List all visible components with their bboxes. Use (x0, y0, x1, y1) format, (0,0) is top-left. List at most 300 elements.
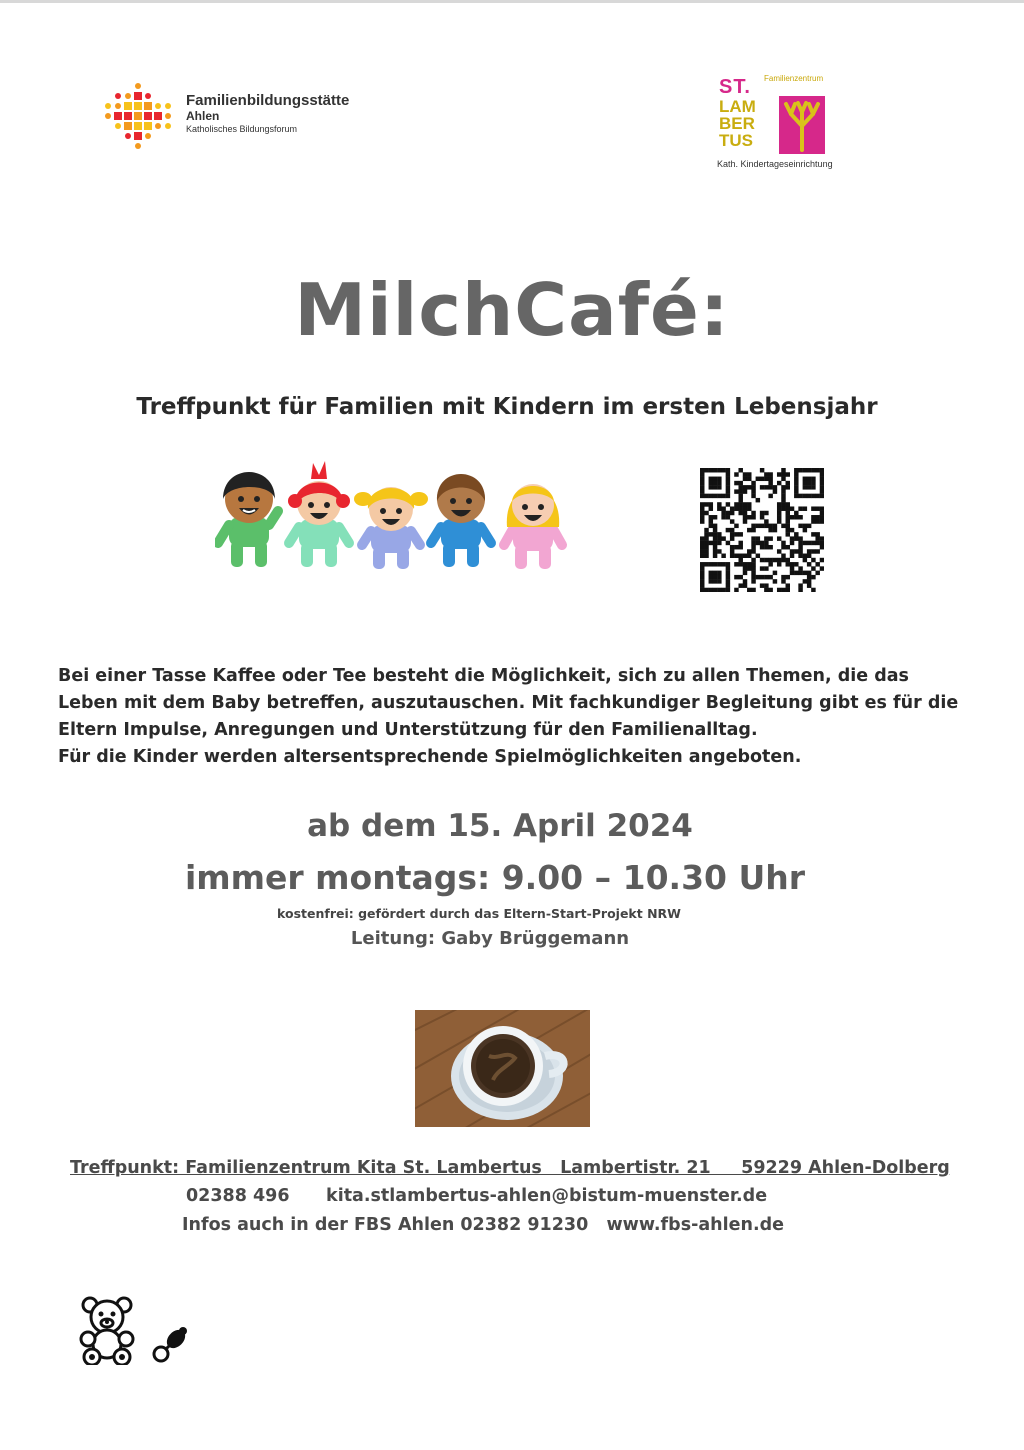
qr-cell (781, 545, 785, 549)
qr-cell (743, 485, 747, 489)
qr-cell (738, 485, 742, 489)
qr-cell (738, 583, 742, 587)
page-edge (0, 0, 1024, 3)
qr-cell (790, 554, 794, 558)
qr-cell (756, 498, 760, 502)
fbs-logo-dot (124, 122, 132, 130)
fbs-logo-dot (115, 93, 121, 99)
qr-cell (747, 515, 751, 519)
qr-cell (751, 541, 755, 545)
qr-finder-cell (726, 562, 730, 566)
qr-finder-cell (709, 477, 713, 481)
qr-cell (743, 554, 747, 558)
qr-finder-cell (717, 562, 721, 566)
qr-cell (790, 562, 794, 566)
qr-cell (713, 549, 717, 553)
qr-cell (751, 489, 755, 493)
fbs-logo-dot (135, 83, 141, 89)
qr-finder-cell (700, 575, 704, 579)
qr-finder-cell (726, 571, 730, 575)
qr-cell (803, 528, 807, 532)
stl-name-line: TUS (719, 131, 753, 150)
fbs-logo-dot (134, 92, 142, 100)
qr-cell (709, 502, 713, 506)
qr-cell (760, 583, 764, 587)
qr-cell (764, 524, 768, 528)
qr-cell (777, 472, 781, 476)
fbs-logo-dot (134, 102, 142, 110)
qr-cell (777, 481, 781, 485)
qr-cell (747, 472, 751, 476)
qr-cell (815, 515, 819, 519)
qr-finder-cell (700, 562, 704, 566)
fbs-logo-dot (145, 93, 151, 99)
qr-cell (786, 519, 790, 523)
qr-cell (738, 506, 742, 510)
fbs-logo-dot (125, 93, 131, 99)
qr-cell (773, 558, 777, 562)
qr-cell (781, 579, 785, 583)
qr-cell (815, 562, 819, 566)
qr-cell (747, 562, 751, 566)
qr-cell (764, 583, 768, 587)
qr-cell (798, 549, 802, 553)
qr-finder-cell (700, 588, 704, 592)
fbs-logo-dot (145, 133, 151, 139)
qr-finder-cell (807, 468, 811, 472)
qr-cell (751, 481, 755, 485)
qr-cell (815, 532, 819, 536)
qr-finder-cell (820, 468, 824, 472)
qr-cell (734, 545, 738, 549)
qr-cell (751, 524, 755, 528)
qr-cell (786, 524, 790, 528)
qr-finder-cell (811, 477, 815, 481)
qr-finder-cell (726, 494, 730, 498)
qr-cell (764, 536, 768, 540)
qr-cell (717, 506, 721, 510)
qr-cell (768, 481, 772, 485)
qr-cell (773, 524, 777, 528)
qr-cell (781, 468, 785, 472)
fbs-dot-logo-icon (100, 80, 180, 160)
qr-cell (709, 532, 713, 536)
qr-cell (760, 515, 764, 519)
qr-cell (760, 558, 764, 562)
qr-cell (700, 541, 704, 545)
qr-cell (807, 541, 811, 545)
coffee-cup-photo-icon (415, 1010, 590, 1127)
qr-finder-cell (704, 588, 708, 592)
qr-cell (760, 541, 764, 545)
qr-finder-cell (794, 468, 798, 472)
qr-finder-cell (811, 494, 815, 498)
qr-cell (700, 511, 704, 515)
teddy-bear-icon (78, 1295, 136, 1365)
qr-finder-cell (713, 485, 717, 489)
qr-cell (760, 468, 764, 472)
qr-finder-cell (709, 575, 713, 579)
qr-cell (704, 511, 708, 515)
qr-cell (738, 554, 742, 558)
fbs-logo-dot (115, 123, 121, 129)
fbs-name: Familienbildungsstätte (186, 92, 350, 109)
qr-cell (743, 583, 747, 587)
qr-cell (734, 532, 738, 536)
qr-cell (803, 554, 807, 558)
qr-finder-cell (709, 494, 713, 498)
qr-cell (777, 588, 781, 592)
qr-cell (781, 485, 785, 489)
qr-cell (743, 472, 747, 476)
fbs-logo-dot (115, 103, 121, 109)
qr-finder-cell (717, 494, 721, 498)
qr-cell (773, 489, 777, 493)
qr-cell (700, 506, 704, 510)
qr-cell (743, 477, 747, 481)
qr-finder-cell (700, 481, 704, 485)
qr-finder-cell (794, 489, 798, 493)
qr-cell (738, 558, 742, 562)
qr-cell (781, 494, 785, 498)
fbs-logo-dot (105, 113, 111, 119)
qr-cell (764, 472, 768, 476)
qr-cell (734, 562, 738, 566)
qr-cell (764, 566, 768, 570)
qr-cell (786, 515, 790, 519)
qr-cell (760, 575, 764, 579)
qr-cell (768, 545, 772, 549)
qr-finder-cell (700, 468, 704, 472)
qr-finder-cell (700, 566, 704, 570)
qr-cell (786, 545, 790, 549)
qr-cell (738, 511, 742, 515)
stl-tree-icon (779, 96, 825, 154)
qr-finder-cell (709, 588, 713, 592)
qr-cell (751, 588, 755, 592)
start-date: ab dem 15. April 2024 (307, 808, 693, 844)
qr-cell (747, 502, 751, 506)
fbs-logo-dot (165, 113, 171, 119)
qr-cell (726, 515, 730, 519)
qr-cell (713, 532, 717, 536)
qr-cell (811, 549, 815, 553)
qr-cell (751, 558, 755, 562)
stl-familienzentrum: Familienzentrum (764, 74, 824, 83)
qr-cell (743, 579, 747, 583)
qr-cell (730, 532, 734, 536)
qr-cell (751, 511, 755, 515)
qr-cell (760, 566, 764, 570)
qr-cell (764, 485, 768, 489)
child-mint-icon (288, 461, 350, 567)
qr-cell (717, 536, 721, 540)
qr-cell (764, 511, 768, 515)
fbs-logo-dot (134, 132, 142, 140)
children-illustration-icon (215, 455, 575, 575)
qr-cell (768, 575, 772, 579)
qr-cell (820, 566, 824, 570)
qr-cell (781, 489, 785, 493)
qr-finder-cell (713, 481, 717, 485)
qr-finder-cell (820, 481, 824, 485)
qr-finder-cell (700, 485, 704, 489)
qr-cell (743, 506, 747, 510)
qr-cell (794, 549, 798, 553)
qr-cell (734, 481, 738, 485)
qr-cell (751, 485, 755, 489)
qr-cell (704, 532, 708, 536)
qr-cell (786, 481, 790, 485)
qr-cell (807, 575, 811, 579)
qr-cell (820, 536, 824, 540)
qr-cell (747, 477, 751, 481)
qr-finder-cell (726, 468, 730, 472)
qr-finder-cell (709, 562, 713, 566)
qr-cell (781, 575, 785, 579)
qr-finder-cell (798, 468, 802, 472)
qr-cell (781, 498, 785, 502)
qr-finder-cell (726, 588, 730, 592)
qr-cell (803, 541, 807, 545)
qr-cell (803, 558, 807, 562)
qr-cell (790, 536, 794, 540)
qr-cell (751, 579, 755, 583)
qr-cell (751, 566, 755, 570)
qr-cell (738, 494, 742, 498)
qr-cell (751, 515, 755, 519)
qr-finder-cell (709, 579, 713, 583)
qr-cell (726, 502, 730, 506)
fbs-logo-dot (124, 112, 132, 120)
qr-cell (790, 528, 794, 532)
qr-cell (747, 554, 751, 558)
qr-cell (815, 541, 819, 545)
qr-cell (798, 588, 802, 592)
qr-cell (786, 485, 790, 489)
qr-cell (815, 571, 819, 575)
qr-finder-cell (803, 481, 807, 485)
qr-finder-cell (726, 579, 730, 583)
qr-cell (730, 545, 734, 549)
qr-finder-cell (713, 571, 717, 575)
qr-finder-cell (721, 588, 725, 592)
qr-cell (747, 506, 751, 510)
qr-cell (730, 519, 734, 523)
qr-cell (747, 485, 751, 489)
qr-finder-cell (717, 571, 721, 575)
qr-cell (734, 489, 738, 493)
qr-cell (798, 566, 802, 570)
qr-finder-cell (721, 562, 725, 566)
qr-cell (726, 541, 730, 545)
qr-finder-cell (726, 477, 730, 481)
qr-cell (704, 545, 708, 549)
qr-finder-cell (709, 485, 713, 489)
qr-cell (786, 558, 790, 562)
qr-finder-cell (726, 472, 730, 476)
funding-note: kostenfrei: gefördert durch das Eltern-Start-Projekt NRW (277, 906, 681, 921)
qr-cell (768, 524, 772, 528)
qr-cell (751, 528, 755, 532)
qr-cell (794, 532, 798, 536)
qr-finder-cell (704, 468, 708, 472)
qr-cell (734, 502, 738, 506)
qr-cell (738, 532, 742, 536)
qr-cell (798, 536, 802, 540)
st-lambertus-logo (715, 72, 855, 172)
qr-cell (730, 536, 734, 540)
qr-cell (756, 575, 760, 579)
qr-cell (820, 558, 824, 562)
qr-cell (726, 511, 730, 515)
qr-cell (721, 506, 725, 510)
qr-cell (717, 532, 721, 536)
qr-cell (764, 575, 768, 579)
qr-cell (786, 502, 790, 506)
qr-cell (713, 545, 717, 549)
qr-cell (811, 532, 815, 536)
qr-cell (786, 583, 790, 587)
qr-cell (798, 515, 802, 519)
qr-cell (777, 511, 781, 515)
qr-finder-cell (717, 477, 721, 481)
qr-finder-cell (807, 481, 811, 485)
qr-cell (730, 506, 734, 510)
qr-finder-cell (820, 489, 824, 493)
qr-cell (820, 519, 824, 523)
qr-cell (794, 536, 798, 540)
qr-cell (768, 494, 772, 498)
qr-cell (721, 511, 725, 515)
qr-cell (773, 571, 777, 575)
qr-cell (764, 588, 768, 592)
stl-caption: Kath. Kindertageseinrichtung (717, 159, 833, 169)
qr-cell (777, 549, 781, 553)
qr-cell (760, 511, 764, 515)
qr-cell (700, 554, 704, 558)
qr-finder-cell (820, 472, 824, 476)
qr-cell (790, 515, 794, 519)
qr-finder-cell (794, 477, 798, 481)
qr-cell (807, 571, 811, 575)
qr-finder-cell (700, 477, 704, 481)
qr-cell (747, 566, 751, 570)
qr-finder-cell (726, 481, 730, 485)
qr-finder-cell (815, 494, 819, 498)
qr-cell (803, 506, 807, 510)
qr-finder-cell (726, 485, 730, 489)
qr-cell (820, 545, 824, 549)
qr-finder-cell (700, 579, 704, 583)
qr-cell (756, 541, 760, 545)
qr-finder-cell (726, 566, 730, 570)
fbs-logo-dot (134, 112, 142, 120)
qr-cell (794, 562, 798, 566)
qr-cell (781, 477, 785, 481)
qr-finder-cell (803, 468, 807, 472)
qr-cell (815, 519, 819, 523)
qr-cell (820, 515, 824, 519)
qr-cell (820, 541, 824, 545)
qr-cell (777, 562, 781, 566)
qr-finder-cell (811, 481, 815, 485)
qr-finder-cell (713, 477, 717, 481)
stl-name (719, 98, 756, 149)
qr-finder-cell (807, 485, 811, 489)
qr-cell (743, 511, 747, 515)
qr-finder-cell (721, 468, 725, 472)
qr-cell (704, 549, 708, 553)
qr-cell (798, 571, 802, 575)
qr-cell (781, 506, 785, 510)
qr-cell (738, 502, 742, 506)
qr-cell (717, 502, 721, 506)
qr-cell (730, 554, 734, 558)
qr-cell (764, 519, 768, 523)
qr-cell (790, 506, 794, 510)
qr-cell (700, 549, 704, 553)
qr-cell (781, 558, 785, 562)
qr-cell (713, 515, 717, 519)
page-title: MilchCafé: (294, 268, 730, 352)
qr-cell (768, 558, 772, 562)
qr-finder-cell (726, 583, 730, 587)
qr-cell (738, 481, 742, 485)
qr-cell (760, 545, 764, 549)
qr-cell (700, 536, 704, 540)
qr-cell (798, 583, 802, 587)
qr-cell (734, 575, 738, 579)
qr-cell (786, 511, 790, 515)
qr-cell (803, 579, 807, 583)
qr-finder-cell (807, 494, 811, 498)
qr-cell (786, 528, 790, 532)
qr-finder-cell (700, 472, 704, 476)
further-info: Infos auch in der FBS Ahlen 02382 91230 www.fbs-ahlen.de (182, 1215, 785, 1235)
qr-finder-cell (820, 485, 824, 489)
qr-cell (777, 536, 781, 540)
qr-cell (768, 477, 772, 481)
qr-cell (751, 575, 755, 579)
stl-name-line: LAM (719, 97, 756, 116)
qr-cell (713, 528, 717, 532)
qr-cell (790, 541, 794, 545)
qr-cell (700, 515, 704, 519)
qr-finder-cell (700, 583, 704, 587)
qr-cell (760, 524, 764, 528)
qr-cell (777, 558, 781, 562)
qr-cell (794, 515, 798, 519)
qr-finder-cell (717, 481, 721, 485)
qr-cell (738, 498, 742, 502)
qr-cell (798, 554, 802, 558)
qr-cell (777, 515, 781, 519)
qr-cell (768, 485, 772, 489)
qr-finder-cell (803, 485, 807, 489)
qr-finder-cell (726, 575, 730, 579)
qr-cell (717, 549, 721, 553)
qr-finder-cell (717, 588, 721, 592)
qr-finder-cell (709, 481, 713, 485)
qr-cell (751, 545, 755, 549)
qr-cell (786, 472, 790, 476)
description-paragraph: Für die Kinder werden altersentsprechende Spielmöglichkeiten angeboten. (58, 747, 802, 767)
qr-cell (713, 541, 717, 545)
qr-cell (713, 524, 717, 528)
qr-finder-cell (726, 489, 730, 493)
qr-cell (807, 524, 811, 528)
